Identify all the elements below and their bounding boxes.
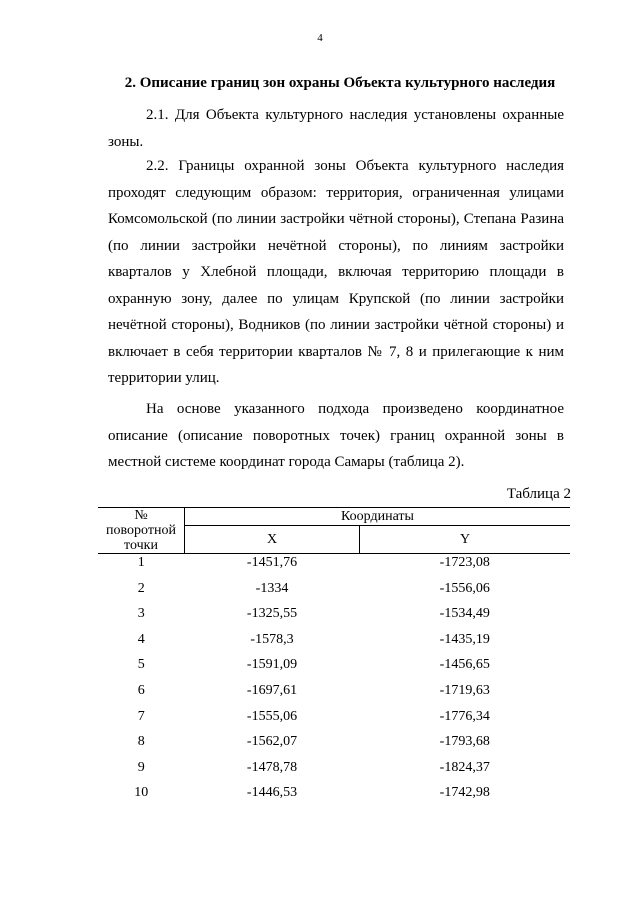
table-row — [98, 605, 570, 631]
point-number-header: № поворотной точки — [98, 508, 185, 554]
x-coordinate-cell: -1555,06 — [246, 708, 298, 724]
point-number-cell: 10 — [134, 785, 149, 801]
point-number-cell: 9 — [137, 759, 145, 775]
x-coordinate-cell: -1334 — [255, 580, 289, 596]
table-row — [98, 656, 570, 682]
page-number: 4 — [317, 32, 323, 44]
table-row — [98, 784, 570, 810]
y-coordinate-cell: -1824,37 — [439, 759, 490, 775]
x-coordinate-cell: -1451,76 — [246, 555, 298, 570]
table-caption: Таблица 2 — [506, 486, 571, 502]
y-coordinate-cell: -1793,68 — [439, 734, 490, 750]
x-coordinate-cell: -1325,55 — [246, 606, 298, 622]
x-header: X — [185, 526, 360, 554]
x-coordinate-cell: -1591,09 — [246, 657, 298, 673]
y-coordinate-cell: -1742,98 — [439, 785, 490, 801]
table-body — [98, 554, 570, 810]
coordinates-header: Координаты — [185, 508, 571, 526]
x-coordinate-cell: -1562,07 — [246, 734, 298, 750]
x-coordinate-cell: -1697,61 — [246, 682, 298, 698]
point-number-cell: 5 — [137, 657, 145, 673]
x-coordinate-cell: -1578,3 — [250, 631, 294, 647]
point-number-cell: 4 — [137, 631, 145, 647]
table-row — [98, 759, 570, 785]
point-number-cell: 2 — [137, 580, 145, 596]
paragraph-2-1 — [108, 102, 564, 155]
paragraph-text: 2.1. Для Объекта культурного наследия установлены охранные зоны. — [108, 107, 564, 150]
section-title: 2. Описание границ зон охраны Объекта культурного наследия — [124, 75, 556, 91]
y-coordinate-cell: -1723,08 — [439, 555, 490, 570]
table-row — [98, 708, 570, 734]
point-number-cell: 1 — [137, 555, 145, 570]
x-coordinate-cell: -1446,53 — [246, 785, 298, 801]
paragraph-text: 2.2. Границы охранной зоны Объекта культурного наследия проходят следующим образом: территория, ограниченная улицами Комсомольской (по линии застройки чётной стороны), Степана Разина (по линии застройки нечётной стороны), по линиям застройки кварталов у Хлебной площади, включая территорию площади в охранную зону, далее по улицам Крупской (по линии застройки нечётной стороны), Водников (по линии застройки чётной стороны) и включает в себя территории кварталов № 7, 8 и прилегающие к ним территории улиц. — [108, 158, 564, 386]
y-coordinate-cell: -1534,49 — [439, 606, 490, 622]
y-coordinate-cell: -1556,06 — [439, 580, 490, 596]
point-number-cell: 7 — [137, 708, 145, 724]
x-coordinate-cell: -1478,78 — [246, 759, 298, 775]
y-coordinate-cell: -1435,19 — [439, 631, 490, 647]
paragraph-2-2 — [108, 153, 564, 392]
table-row — [98, 631, 570, 657]
point-number-cell: 6 — [137, 682, 145, 698]
point-number-cell: 8 — [137, 734, 145, 750]
paragraph-coordinates-intro — [108, 396, 564, 476]
table-row — [98, 682, 570, 708]
coordinates-table — [98, 507, 570, 810]
paragraph-text: На основе указанного подхода произведено координатное описание (описание поворотных точек) границ охранной зоны в местной системе координат города Самары (таблица 2). — [108, 401, 564, 470]
y-coordinate-cell: -1456,65 — [439, 657, 490, 673]
table-row — [98, 580, 570, 606]
table-row — [98, 554, 570, 580]
y-coordinate-cell: -1719,63 — [439, 682, 490, 698]
point-number-cell: 3 — [137, 606, 145, 622]
y-coordinate-cell: -1776,34 — [439, 708, 490, 724]
y-header: Y — [360, 526, 571, 554]
table-row — [98, 733, 570, 759]
